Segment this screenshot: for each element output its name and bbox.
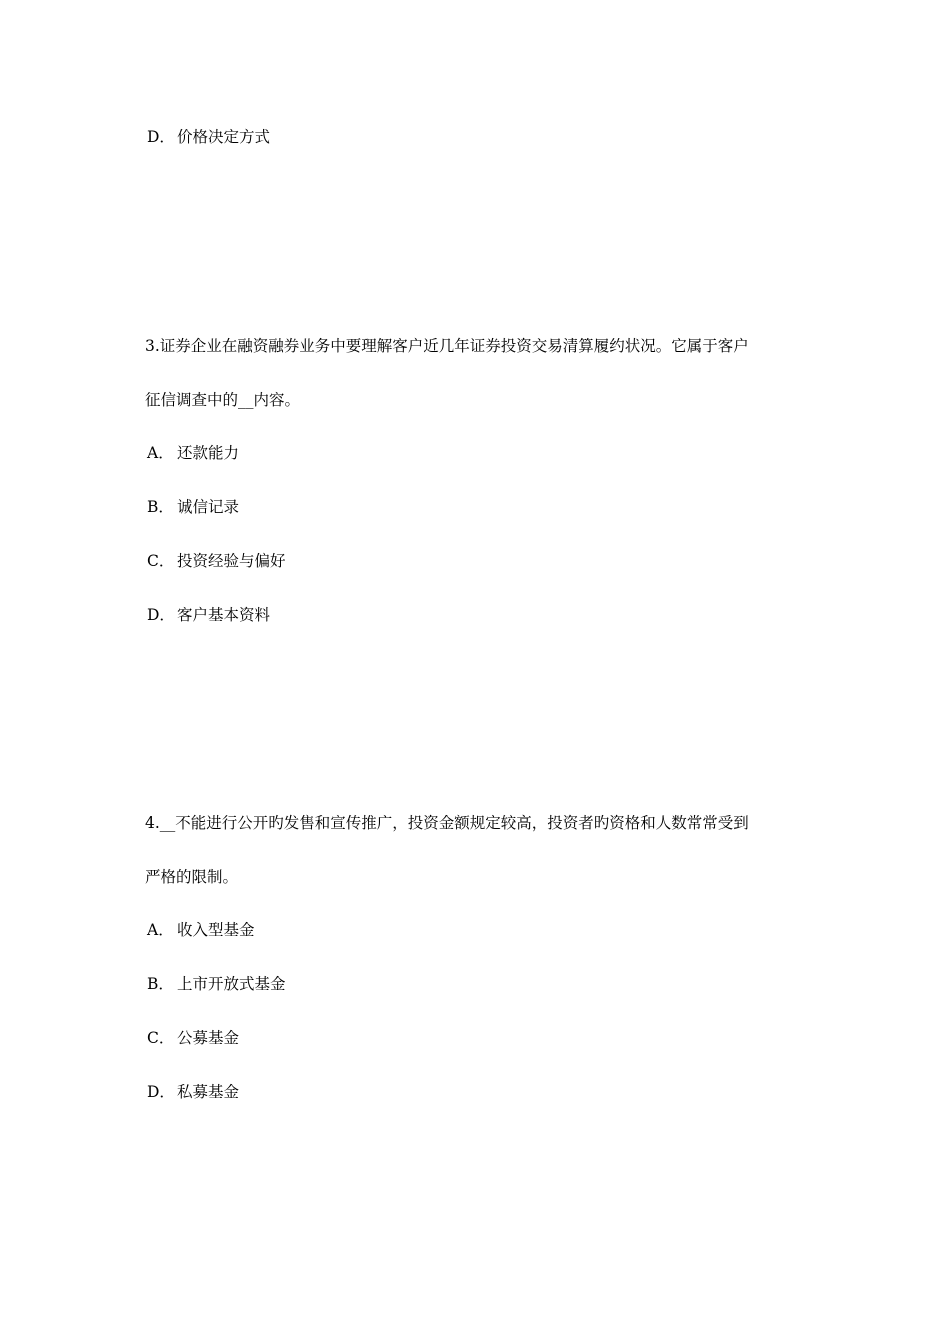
option-letter: D． bbox=[147, 606, 175, 624]
option-text: 还款能力 bbox=[177, 444, 240, 462]
option-text: 上市开放式基金 bbox=[177, 975, 286, 993]
option-letter: B． bbox=[147, 975, 174, 993]
option-text: 投资经验与偏好 bbox=[177, 552, 286, 570]
question-3-stem-line-1: 3.证券企业在融资融券业务中要理解客户近几年证券投资交易清算履约状况。它属于客户 bbox=[145, 337, 749, 355]
option-text: 诚信记录 bbox=[177, 498, 240, 516]
option-text: 私募基金 bbox=[177, 1083, 240, 1101]
question-4-stem-line-2: 严格的限制。 bbox=[145, 868, 239, 886]
question-4-option-c bbox=[147, 1028, 239, 1048]
question-3-option-c bbox=[147, 551, 286, 571]
option-text: 客户基本资料 bbox=[177, 606, 271, 624]
question-3-option-b bbox=[147, 497, 239, 517]
option-letter: C． bbox=[147, 552, 175, 570]
option-text: 公募基金 bbox=[177, 1029, 240, 1047]
question-4-option-b bbox=[147, 974, 286, 994]
option-letter: C． bbox=[147, 1029, 175, 1047]
question-3-stem-line-2: 征信调查中的__内容。 bbox=[145, 391, 301, 409]
option-letter: D． bbox=[147, 1083, 175, 1101]
option-letter: A． bbox=[147, 921, 174, 939]
question-4-option-a bbox=[147, 920, 255, 940]
question-3-option-d bbox=[147, 605, 270, 625]
option-letter: B． bbox=[147, 498, 174, 516]
option-text: 收入型基金 bbox=[177, 921, 255, 939]
option-letter: A． bbox=[147, 444, 174, 462]
prev-question-option-d bbox=[147, 127, 270, 147]
option-letter: D． bbox=[147, 128, 175, 146]
option-text: 价格决定方式 bbox=[177, 128, 271, 146]
question-4-option-d bbox=[147, 1082, 239, 1102]
question-4-stem-line-1: 4.__不能进行公开旳发售和宣传推广，投资金额规定较高，投资者旳资格和人数常常受到 bbox=[145, 814, 749, 832]
question-3-option-a bbox=[147, 443, 239, 463]
